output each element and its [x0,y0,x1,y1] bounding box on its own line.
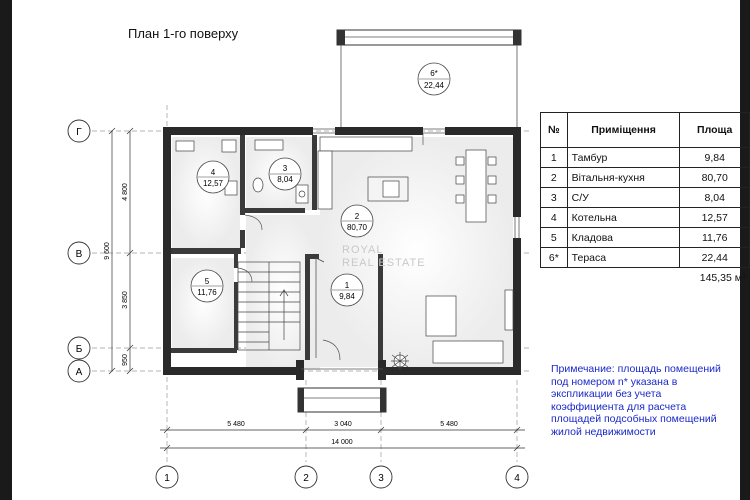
dim-v1: 4 800 [122,183,129,201]
row-name: Кладова [567,228,680,248]
svg-text:80,70: 80,70 [346,223,368,232]
watermark-line2: REAL ESTATE [342,257,426,269]
header-num: № [541,113,568,148]
room-label-6 [418,63,450,95]
table-row [541,168,750,188]
svg-text:2: 2 [303,473,309,484]
axis-marker-row-v [68,242,90,264]
header-area: Площа [680,113,750,148]
total-empty [541,268,568,288]
axis-marker-row-b [68,337,90,359]
row-num: 5 [541,228,568,248]
svg-text:В: В [75,249,83,260]
table-row [541,228,750,248]
table-header-row [541,113,750,148]
axis-marker-row-g [68,120,90,142]
row-area: 8,04 [680,188,750,208]
row-num: 1 [541,148,568,168]
room-label-3 [269,158,301,190]
axis-marker-row-a [68,360,90,382]
row-area: 11,76 [680,228,750,248]
svg-text:1: 1 [344,281,350,290]
axis-marker-col-4 [506,466,528,488]
row-name: Котельна [567,208,680,228]
axis-marker-col-1 [156,466,178,488]
dim-v2: 3 850 [122,291,129,309]
table-row [541,248,750,268]
svg-text:9,84: 9,84 [339,292,355,301]
svg-text:Г: Г [76,127,82,138]
svg-text:А: А [75,367,83,378]
vertical-dimensions [109,128,133,374]
row-name: С/У [567,188,680,208]
svg-text:11,76: 11,76 [197,288,217,297]
svg-text:12,57: 12,57 [202,179,224,188]
row-area: 12,57 [680,208,750,228]
total-empty [567,268,680,288]
svg-text:8,04: 8,04 [277,175,293,184]
dim-v-total: 9 600 [104,242,111,260]
watermark-line1: ROYAL [342,244,384,256]
table-row [541,208,750,228]
row-area: 22,44 [680,248,750,268]
svg-text:1: 1 [164,473,170,484]
svg-text:5: 5 [204,277,210,286]
room-label-4 [197,161,229,193]
dim-h1: 5 480 [227,421,245,428]
row-area: 9,84 [680,148,750,168]
header-room: Приміщення [567,113,680,148]
row-num: 3 [541,188,568,208]
row-name: Вітальня-кухня [567,168,680,188]
row-name: Тамбур [567,148,680,168]
front-porch [298,388,386,412]
table-row [541,148,750,168]
axis-marker-col-3 [370,466,392,488]
row-name: Тераса [567,248,680,268]
row-num: 4 [541,208,568,228]
svg-text:4: 4 [210,168,216,177]
total-area: 145,35 м² [699,271,746,284]
svg-text:6*: 6* [430,69,438,78]
room-label-1 [331,274,363,306]
svg-text:3: 3 [282,164,288,173]
svg-text:4: 4 [514,473,520,484]
row-num: 6* [541,248,568,268]
svg-text:3: 3 [378,473,384,484]
room-label-2 [341,205,373,237]
room-schedule-table [540,112,750,287]
watermark-logo [342,244,426,270]
room-label-5 [191,270,223,302]
note-text: Примечание: площадь помещений под номером n* указана в экспликации без учета коэффициента для расчета площадей подсобных помещений жилой недвижимости [551,363,721,438]
dim-total-width: 14 000 [331,439,353,446]
table-total-row [541,268,750,288]
row-area: 80,70 [680,168,750,188]
row-num: 2 [541,168,568,188]
dim-h3: 5 480 [440,421,458,428]
dim-h2: 3 040 [334,421,352,428]
table-row [541,188,750,208]
axis-marker-col-2 [295,466,317,488]
svg-text:22,44: 22,44 [423,81,445,90]
svg-text:2: 2 [354,212,360,221]
dim-v3: 950 [122,354,129,366]
svg-text:Б: Б [75,344,83,355]
plan-title: План 1-го поверху [128,26,239,41]
